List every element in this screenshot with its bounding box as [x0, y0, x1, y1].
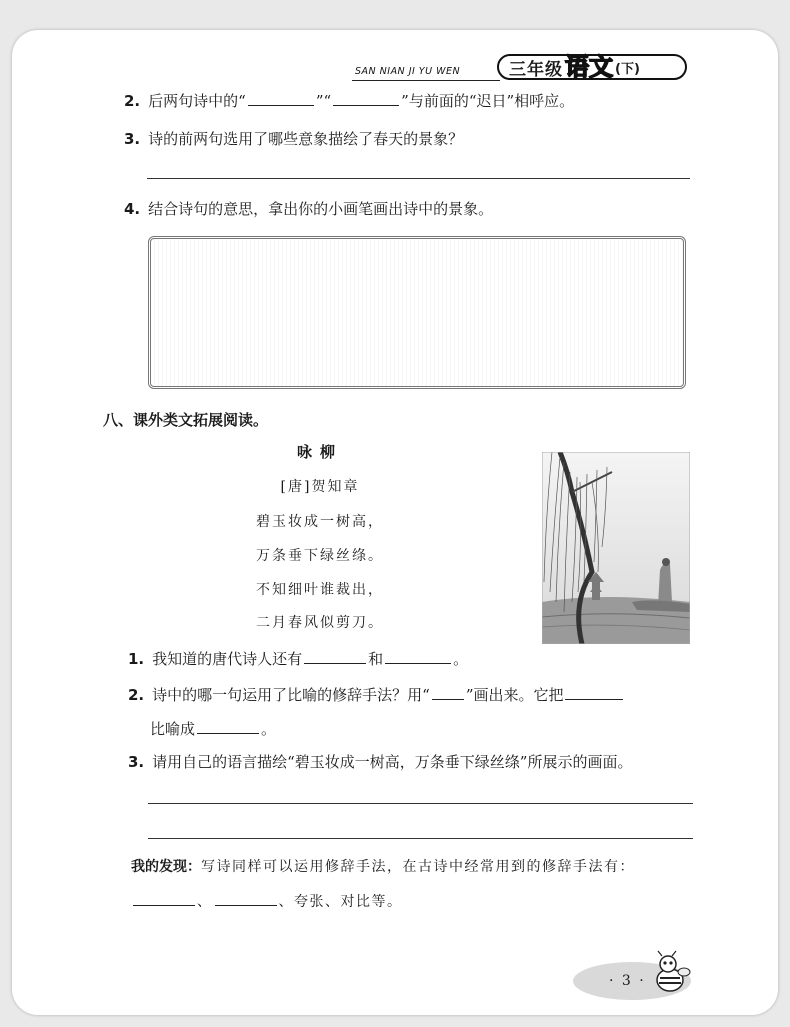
poem-line: 万条垂下绿丝绦。	[256, 548, 384, 564]
question-number: 1.	[128, 650, 145, 668]
poem-line: 碧玉妆成一树高，	[256, 514, 384, 530]
reading-question-3	[128, 752, 632, 772]
question-text: 我知道的唐代诗人还有	[152, 650, 303, 668]
question-text: 诗的前两句选用了哪些意象描绘了春天的景象？	[148, 130, 464, 148]
answer-blank[interactable]	[197, 719, 259, 734]
drawing-box[interactable]	[148, 236, 686, 389]
question-text: ”画出来。它把	[465, 686, 564, 704]
header-subject: 语文	[565, 53, 613, 81]
header-grade: 三年级	[509, 59, 563, 80]
answer-blank[interactable]	[133, 891, 195, 906]
answer-line[interactable]	[147, 178, 690, 179]
finding-label: 我的发现：	[131, 859, 201, 875]
reading-question-2-line2	[150, 719, 276, 739]
page-number: · 3 ·	[609, 973, 646, 989]
my-finding	[131, 856, 635, 876]
answer-blank[interactable]	[565, 685, 623, 700]
question-text: ”与前面的“迟日”相呼应。	[401, 92, 575, 110]
poem-line: 不知细叶谁裁出，	[256, 582, 384, 598]
poem-line: 二月春风似剪刀。	[256, 615, 384, 631]
reading-question-2	[128, 685, 625, 705]
header-rule	[352, 80, 500, 81]
poem-author: [唐]贺知章	[280, 479, 360, 495]
my-finding-line2	[131, 891, 403, 911]
question-text: 结合诗句的意思，拿出你的小画笔画出诗中的景象。	[148, 200, 494, 218]
finding-tail: 、夸张、对比等。	[278, 894, 403, 910]
header-volume: (下)	[615, 61, 640, 77]
question-number: 4.	[124, 200, 141, 218]
question-text: 和	[368, 650, 384, 668]
poem-title: 咏柳	[296, 443, 343, 461]
bee-mascot-icon	[648, 950, 692, 996]
question-text: 请用自己的语言描绘“碧玉妆成一树高，万条垂下绿丝绦”所展示的画面。	[152, 753, 633, 771]
question-text: 后两句诗中的“	[148, 92, 246, 110]
header-pinyin: SAN NIAN JI YU WEN	[355, 66, 461, 77]
reading-question-1	[128, 649, 468, 669]
question-3-imagery	[124, 129, 463, 149]
answer-blank[interactable]	[248, 91, 314, 106]
answer-line[interactable]	[148, 803, 693, 804]
question-text: 诗中的哪一句运用了比喻的修辞手法？用“	[152, 686, 430, 704]
question-number: 2.	[128, 686, 145, 704]
question-number: 2.	[124, 92, 141, 110]
question-number: 3.	[128, 753, 145, 771]
finding-separator: 、	[197, 894, 213, 910]
question-4-draw	[124, 199, 493, 219]
answer-line[interactable]	[148, 838, 693, 839]
header-badge	[497, 54, 687, 80]
answer-blank[interactable]	[215, 891, 277, 906]
answer-blank[interactable]	[304, 649, 366, 664]
section-title: 八、课外类文拓展阅读。	[103, 411, 269, 429]
answer-blank[interactable]	[432, 685, 464, 700]
finding-text: 写诗同样可以运用修辞手法，在古诗中经常用到的修辞手法有：	[201, 859, 635, 875]
question-text: 比喻成	[150, 720, 196, 738]
question-number: 3.	[124, 130, 141, 148]
question-text: ”“	[315, 92, 332, 110]
question-text: 。	[261, 720, 277, 738]
question-text: 。	[453, 650, 469, 668]
answer-blank[interactable]	[333, 91, 399, 106]
willow-illustration	[542, 452, 690, 644]
question-2-echo	[124, 91, 574, 111]
answer-blank[interactable]	[385, 649, 451, 664]
